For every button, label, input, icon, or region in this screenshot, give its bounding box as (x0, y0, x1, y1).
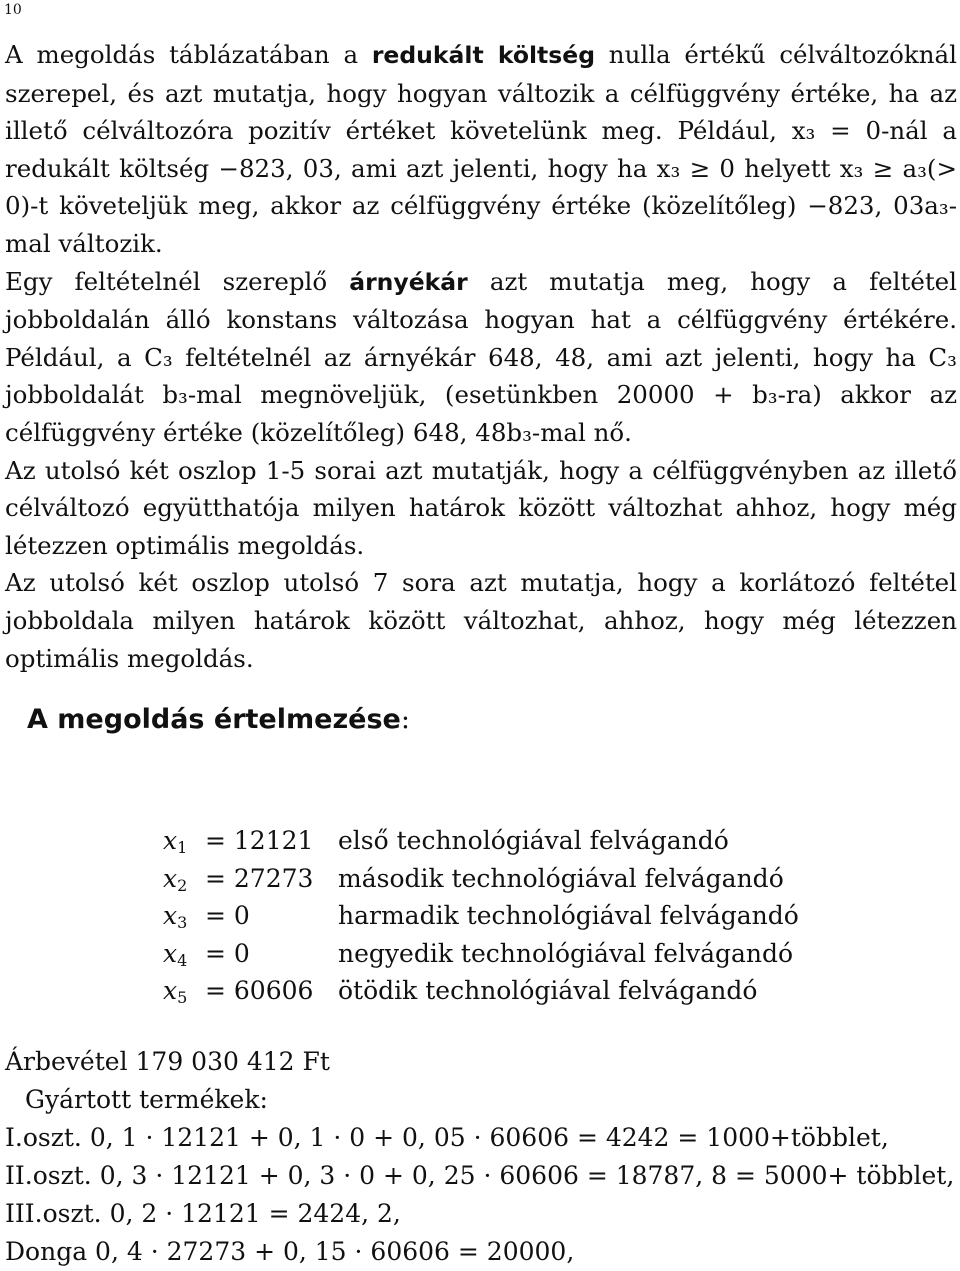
variable-value: = 60606 (205, 976, 314, 1006)
solution-row (163, 935, 799, 973)
variable-value: = 12121 (205, 826, 314, 856)
product-line: Donga 0, 4 · 27273 + 0, 15 · 60606 = 20000, (5, 1237, 575, 1266)
variable-value: = 27273 (205, 863, 314, 893)
variable-value: = 0 (205, 901, 250, 931)
term-shadow-price: árnyékár (349, 267, 468, 296)
solution-row (163, 972, 799, 1010)
variable-description: második technológiával felvágandó (338, 863, 784, 893)
variable: $x_5$ (163, 976, 188, 1008)
paragraph-shadow-price: Egy feltételnél szereplő árnyékár azt mutatja meg, hogy a feltétel jobboldalán álló konstans változása hogyan hat a célfüggvény értékére. Például, a C₃ feltételnél az árnyékár 648, 48, ami azt jelenti, hogy ha C₃ jobboldalát b₃-mal megnöveljük, (esetünkben 20000 + b₃-ra) akkor az célfüggvény értéke (közelítőleg) 648, 48b₃-mal nő. (5, 266, 957, 447)
variable-value: = 0 (205, 938, 250, 968)
variable: $x_3$ (163, 901, 188, 933)
variable: $x_2$ (163, 863, 188, 895)
page-number: 10 (4, 2, 22, 18)
variable-description: ötödik technológiával felvágandó (338, 976, 758, 1006)
paragraph-rhs-ranges: Az utolsó két oszlop utolsó 7 sora azt mutatja, hogy a korlátozó feltétel jobboldala milyen határok között változhat, ahhoz, hogy még létezzen optimális megoldás. (5, 568, 957, 673)
solution-row (163, 822, 799, 860)
variable-description: negyedik technológiával felvágandó (338, 938, 794, 968)
products-label: Gyártott termékek: (25, 1085, 268, 1114)
product-line: II.oszt. 0, 3 · 12121 + 0, 3 · 0 + 0, 25 · 60606 = 18787, 8 = 5000+ többlet, (5, 1161, 955, 1190)
body-text (5, 36, 957, 677)
section-title: A megoldás értelmezése: (27, 704, 410, 735)
product-line: III.oszt. 0, 2 · 12121 = 2424, 2, (5, 1199, 401, 1228)
term-reduced-cost: redukált költség (371, 41, 596, 69)
variable-description: első technológiával felvágandó (338, 826, 729, 856)
product-line: I.oszt. 0, 1 · 12121 + 0, 1 · 0 + 0, 05 · 60606 = 4242 = 1000+többlet, (5, 1123, 889, 1152)
paragraph-objective-ranges: Az utolsó két oszlop 1-5 sorai azt mutatják, hogy a célfüggvényben az illető célváltozó együtthatója milyen határok között változhat ahhoz, hogy még létezzen optimális megoldás. (5, 455, 957, 560)
revenue-line: Árbevétel 179 030 412 Ft (5, 1047, 330, 1076)
solution-row (163, 897, 799, 935)
variable-description: harmadik technológiával felvágandó (338, 901, 799, 931)
paragraph-reduced-cost: A megoldás táblázatában a redukált költség nulla értékű célváltozóknál szerepel, és azt mutatja, hogy hogyan változik a célfüggvény értéke, ha az illető célváltozóra pozitív értéket követelünk meg. Például, x₃ = 0-nál a redukált költség −823, 03, ami azt jelenti, hogy ha x₃ ≥ 0 helyett x₃ ≥ a₃(> 0)-t követeljük meg, akkor az célfüggvény értéke (közelítőleg) −823, 03a₃-mal változik. (5, 40, 957, 258)
solution-table (163, 822, 799, 1010)
solution-row (163, 860, 799, 898)
production-summary (5, 1043, 955, 1271)
variable: $x_4$ (163, 938, 188, 970)
variable: $x_1$ (163, 826, 188, 858)
